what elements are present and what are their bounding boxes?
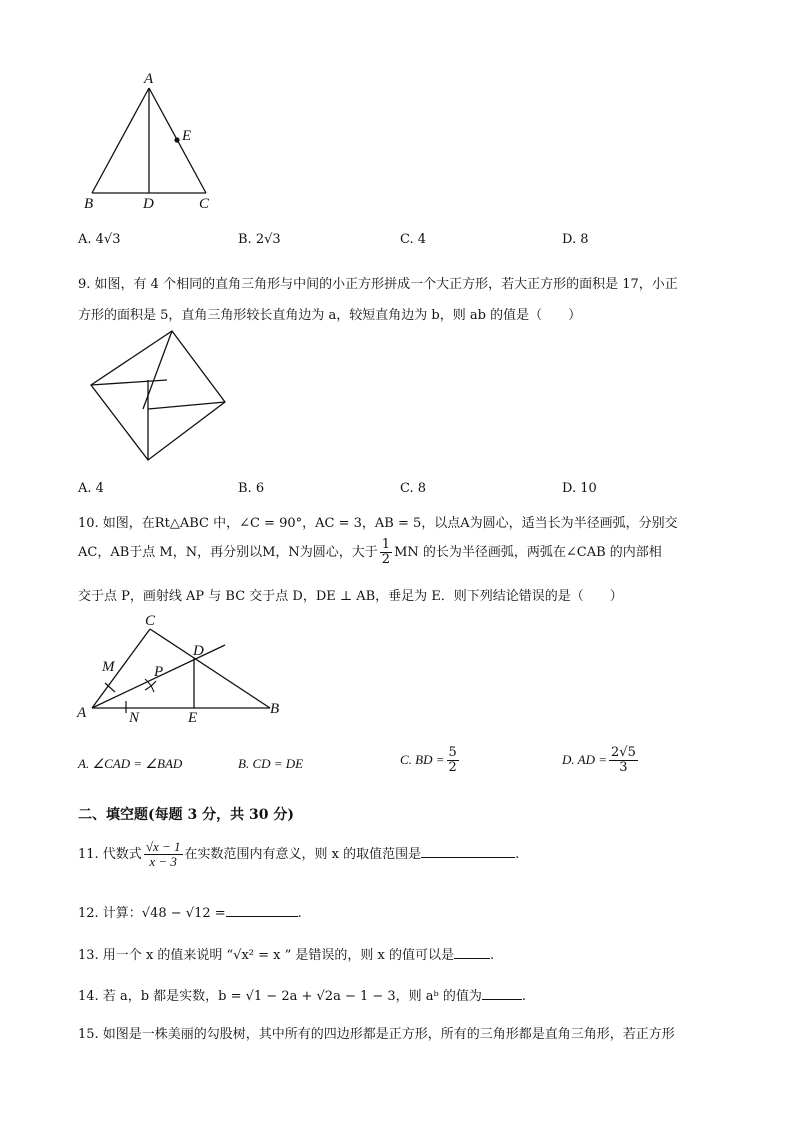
label-d: D (143, 196, 154, 212)
q13-answer-blank[interactable] (454, 957, 490, 959)
q10-option-d: D. AD = $\frac{2√5}{3}$ (562, 745, 636, 775)
q9-option-b: B. 6 (238, 481, 265, 496)
label-c: C (199, 196, 210, 212)
q8-option-c: C. 4 (400, 232, 427, 247)
q10-line2-post: MN 的长为半径画弧，两弧在∠CAB 的内部相 (394, 545, 662, 560)
label-m: M (102, 659, 115, 675)
label-p: P (154, 664, 164, 680)
q8-option-a: A. 4√3 (78, 232, 121, 247)
square-puzzle-figure (85, 328, 235, 468)
q10-option-a: A. ∠CAD = ∠BAD (78, 756, 183, 771)
label-c: C (145, 613, 156, 629)
triangle-abc-figure (78, 68, 228, 218)
label-e: E (182, 128, 192, 144)
q12: 12. 计算：√48 − √12 = . (78, 906, 302, 921)
triangle-bisector-figure (75, 612, 290, 727)
section-title: 二、填空题(每题 3 分，共 30 分) (78, 807, 294, 823)
q9-option-d: D. 10 (562, 481, 597, 496)
q10-option-b: B. CD = DE (238, 756, 304, 771)
q8-option-d: D. 8 (562, 232, 589, 247)
label-e: E (188, 710, 198, 726)
label-a: A (144, 71, 154, 87)
q12-answer-blank[interactable] (226, 915, 298, 917)
q11: 11. 代数式 $\frac{√x - 1}{x - 3}$ 在实数范围内有意义，则 x 的取值范围是 . (78, 839, 520, 869)
label-a: A (77, 705, 87, 721)
q9-line2: 方形的面积是 5，直角三角形较长直角边为 a，较短直角边为 b，则 ab 的值是（ ） (78, 308, 582, 323)
q8-option-b: B. 2√3 (238, 232, 281, 247)
label-n: N (129, 710, 140, 726)
q10-line3: 交于点 P，画射线 AP 与 BC 交于点 D，DE ⊥ AB，垂足为 E．则下列结论错误的是（ ） (78, 589, 623, 604)
q10-line1: 10. 如图，在Rt△ABC 中，∠C = 90°，AC = 3，AB = 5，以点A为圆心，适当长为半径画弧，分别交 (78, 516, 678, 531)
label-d: D (193, 643, 204, 659)
q11-answer-blank[interactable] (421, 856, 515, 858)
q11-fraction: $\frac{√x - 1}{x - 3}$ (145, 839, 181, 869)
label-b: B (270, 701, 280, 717)
q9-option-a: A. 4 (78, 481, 104, 496)
q15-line1: 15. 如图是一株美丽的勾股树，其中所有的四边形都是正方形，所有的三角形都是直角三角形，若正方形 (78, 1027, 675, 1042)
q10-line2-pre: AC，AB于点 M，N，再分别以M，N为圆心，大于 (78, 545, 378, 560)
q14: 14. 若 a，b 都是实数，b = √1 − 2a + √2a − 1 − 3，则 aᵇ 的值为 . (78, 989, 527, 1004)
q10-line2 (78, 538, 662, 567)
q13: 13. 用一个 x 的值来说明 “√x² = x ” 是错误的，则 x 的值可以是 . (78, 948, 495, 963)
q14-answer-blank[interactable] (482, 998, 522, 1000)
q9-option-c: C. 8 (400, 481, 427, 496)
q10-option-c: C. BD = $\frac{5}{2}$ (400, 745, 457, 775)
label-b: B (84, 196, 94, 212)
q10-half-fraction: $\frac{1}{2}$ (381, 537, 391, 567)
q9-line1: 9. 如图，有 4 个相同的直角三角形与中间的小正方形拼成一个大正方形，若大正方形的面积是 17，小正 (78, 277, 678, 292)
